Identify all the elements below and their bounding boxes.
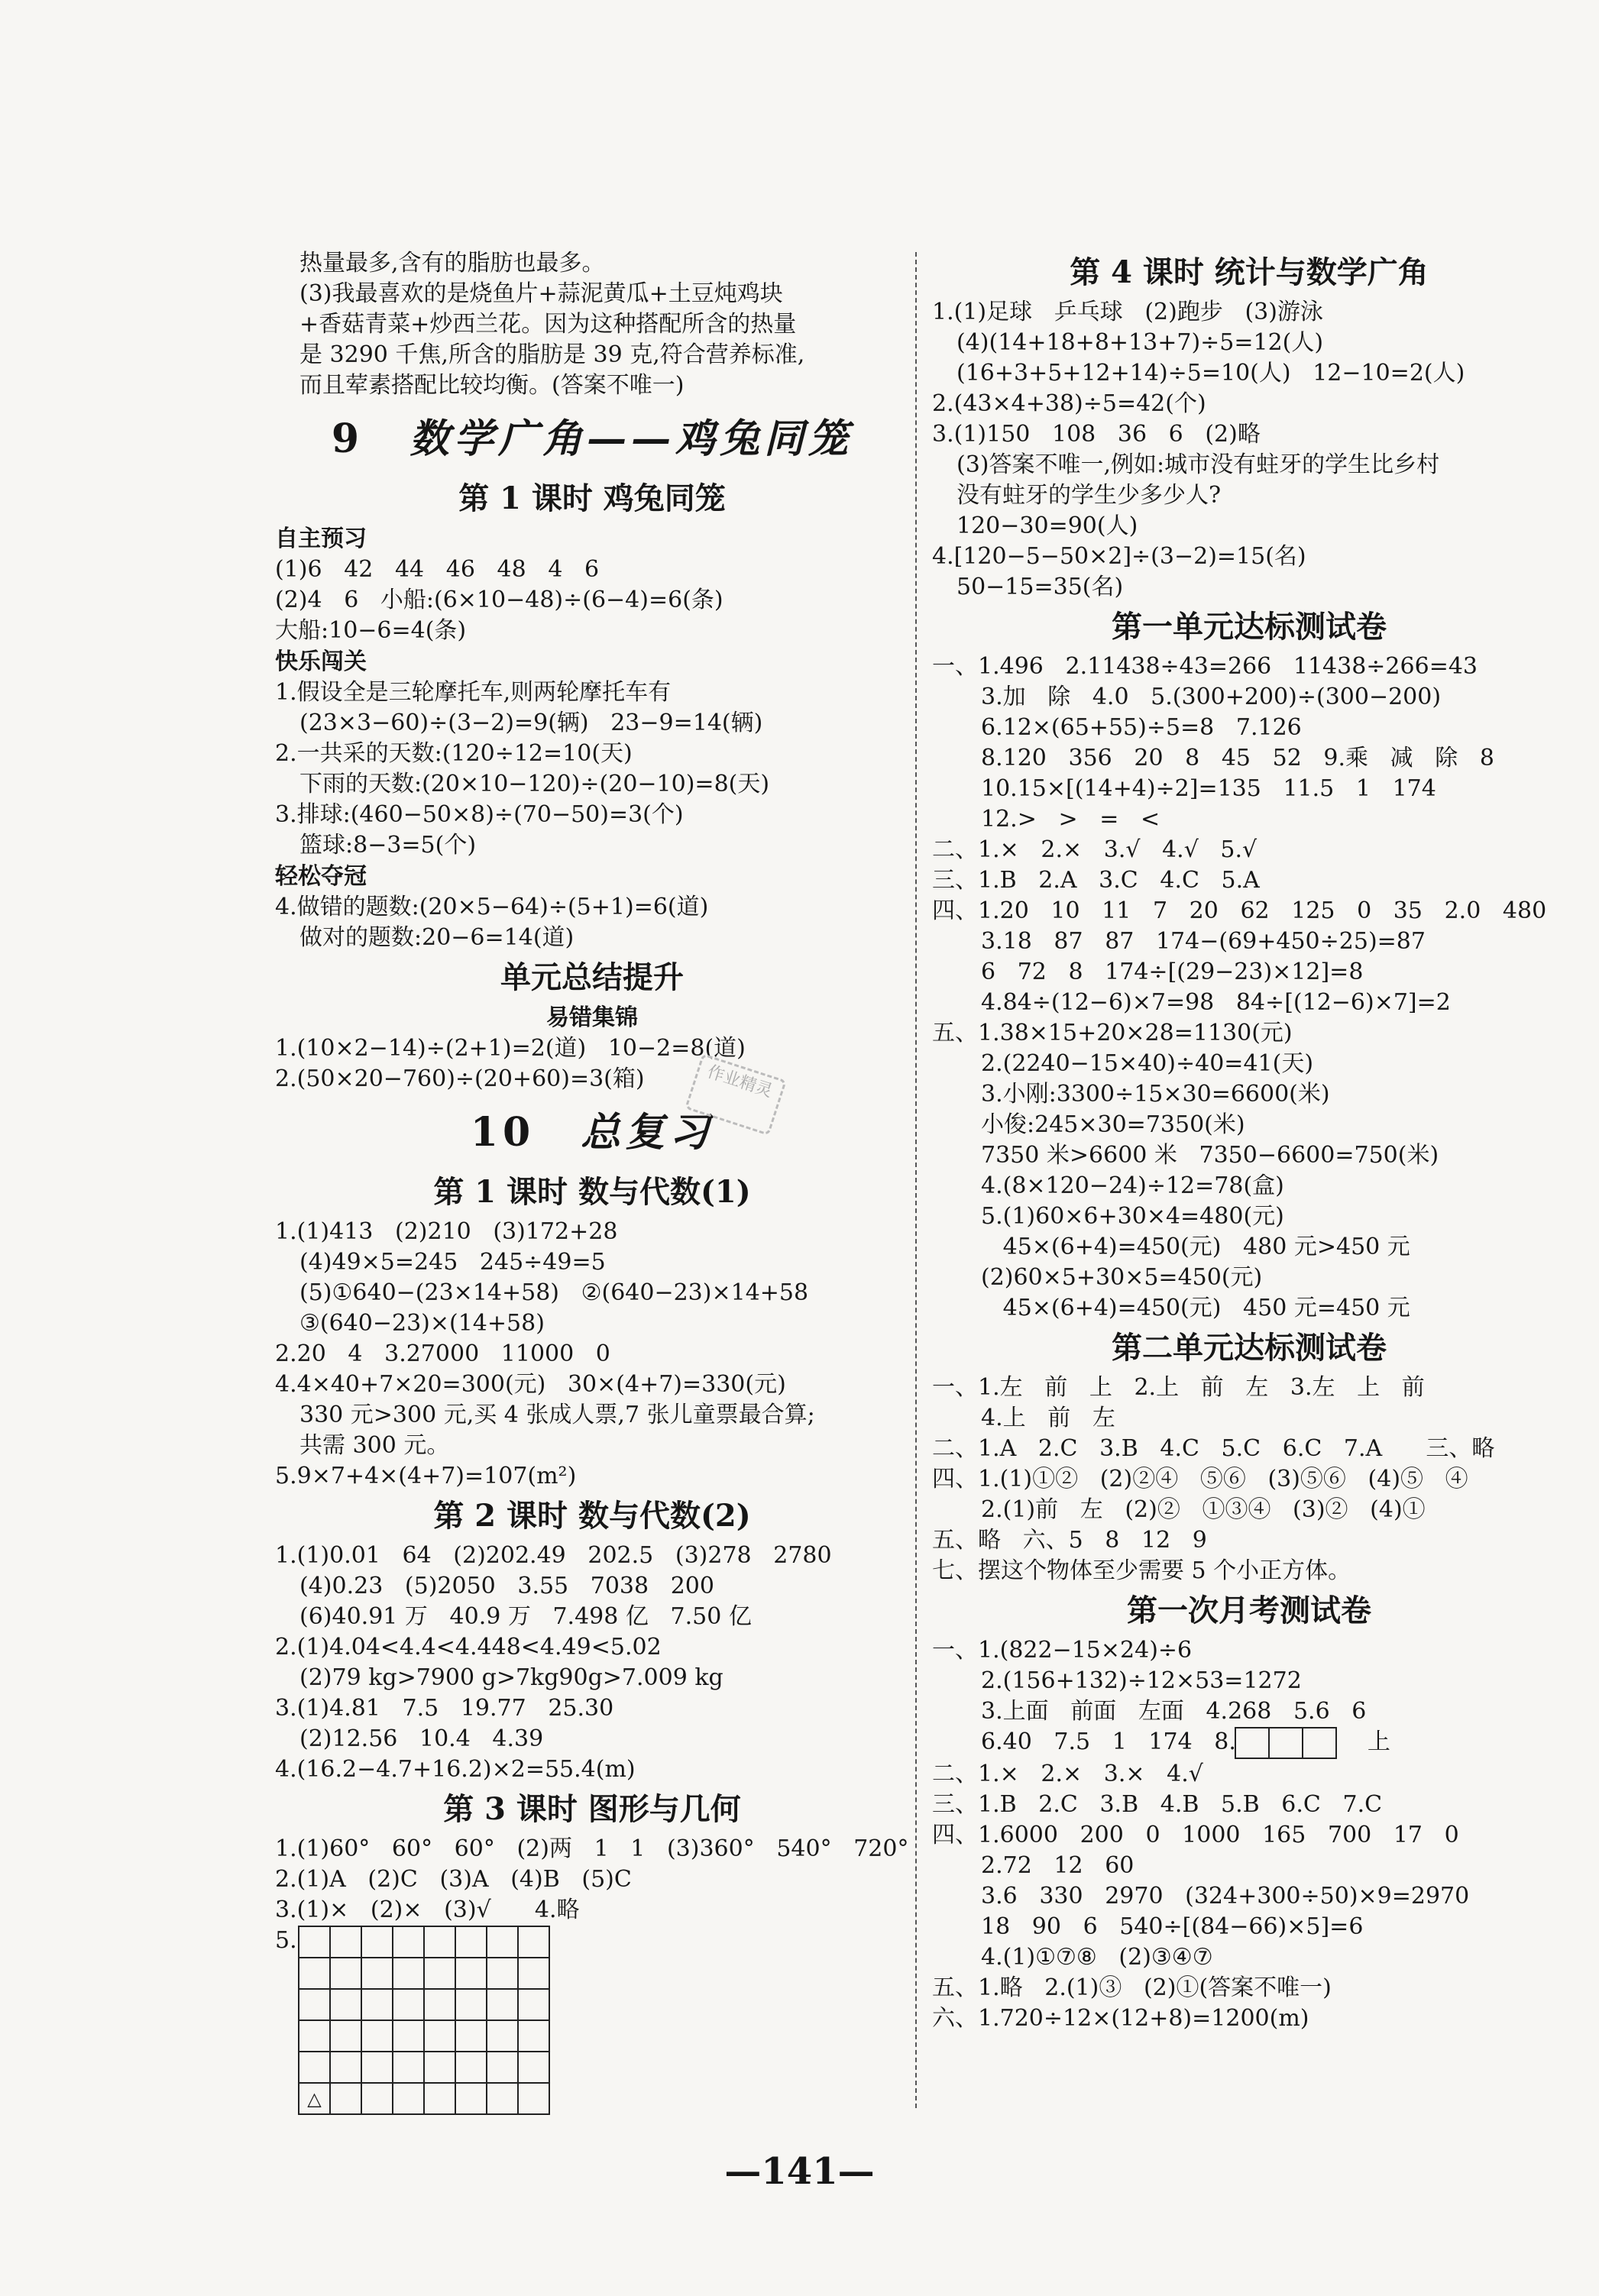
answer-line: 3.(1)150 108 36 6 (2)略 <box>932 421 1261 448</box>
section-heading: 第 4 课时 统计与数学广角 <box>1070 254 1429 290</box>
answer-line: 1.(10×2−14)÷(2+1)=2(道) 10−2=8(道) <box>275 1035 746 1062</box>
grid-cell <box>393 2052 424 2083</box>
answer-line: 热量最多,含有的脂肪也最多。 <box>299 250 605 276</box>
grid-cell <box>393 2083 424 2114</box>
grid-cell <box>393 1989 424 2020</box>
grid-cell <box>424 1958 455 1989</box>
answer-line: 1.(1)413 (2)210 (3)172+28 <box>275 1218 618 1245</box>
grid-cell <box>487 2020 518 2052</box>
answer-line: 2.(50×20−760)÷(20+60)=3(箱) <box>275 1066 645 1092</box>
answer-line: 5.9×7+4×(4+7)=107(m²) <box>275 1463 577 1489</box>
column-divider <box>915 252 917 2108</box>
answer-line: (4)(14+18+8+13+7)÷5=12(人) <box>956 329 1324 356</box>
answer-line: (2)60×5+30×5=450(元) <box>981 1264 1263 1291</box>
answer-line: 2.20 4 3.27000 11000 0 <box>275 1340 610 1367</box>
answer-line: 2.(2240−15×40)÷40=41(天) <box>981 1050 1314 1077</box>
grid-cell <box>299 1926 330 1958</box>
answer-line: 3.6 330 2970 (324+300÷50)×9=2970 <box>981 1883 1470 1910</box>
grid-cell <box>330 1926 361 1958</box>
answer-line: 共需 300 元。 <box>299 1432 450 1459</box>
answer-line: 4.4×40+7×20=300(元) 30×(4+7)=330(元) <box>275 1371 786 1398</box>
answer-text: 6.40 7.5 1 174 8. <box>981 1728 1236 1755</box>
section-heading: 第 1 课时 鸡兔同笼 <box>458 480 726 516</box>
figure-box <box>1235 1727 1270 1759</box>
answer-line: 七、摆这个物体至少需要 5 个小正方体。 <box>932 1557 1351 1584</box>
answer-line: 一、1.左 前 上 2.上 前 左 3.左 上 前 <box>932 1374 1425 1401</box>
grid-cell <box>518 2020 549 2052</box>
grid-cell <box>518 1989 549 2020</box>
grid-cell <box>518 2083 549 2114</box>
grid-cell <box>518 2052 549 2083</box>
answer-line: +香菇青菜+炒西兰花。因为这种搭配所含的热量 <box>299 311 797 338</box>
page-number: —141— <box>724 2150 875 2193</box>
right-column <box>932 248 1566 2034</box>
answer-line: 1.(1)足球 乒乓球 (2)跑步 (3)游泳 <box>932 299 1323 325</box>
grid-cell <box>299 1989 330 2020</box>
grid-cell <box>455 1958 487 1989</box>
answer-line: 3.上面 前面 左面 4.268 5.6 6 <box>981 1698 1367 1725</box>
answer-line: (3)我最喜欢的是烧鱼片+蒜泥黄瓜+土豆炖鸡块 <box>299 280 783 307</box>
answer-line: 7350 米>6600 米 7350−6600=750(米) <box>981 1142 1439 1169</box>
answer-line: 3.小刚:3300÷15×30=6600(米) <box>981 1081 1330 1108</box>
answer-line: 1.假设全是三轮摩托车,则两轮摩托车有 <box>275 679 672 706</box>
answer-line: (2)12.56 10.4 4.39 <box>299 1725 544 1752</box>
grid-cell <box>487 1926 518 1958</box>
answer-line: 2.(1)A (2)C (3)A (4)B (5)C <box>275 1866 632 1893</box>
answer-line: 做对的题数:20−6=14(道) <box>299 924 575 951</box>
answer-line: 50−15=35(名) <box>956 574 1124 600</box>
answer-line: 2.(43×4+38)÷5=42(个) <box>932 390 1206 417</box>
answer-line: 六、1.720÷12×(12+8)=1200(m) <box>932 2005 1309 2032</box>
answer-line: 12.> > = < <box>981 806 1160 833</box>
answer-line: 10.15×[(14+4)÷2]=135 11.5 1 174 <box>981 775 1436 802</box>
answer-line: 一、1.496 2.11438÷43=266 11438÷266=43 <box>932 653 1478 680</box>
subsection-label: 轻松夺冠 <box>275 863 367 890</box>
answer-line <box>932 1727 1566 1759</box>
grid-cell <box>330 1958 361 1989</box>
grid-cell <box>455 2020 487 2052</box>
answer-line: 4.[120−5−50×2]÷(3−2)=15(名) <box>932 543 1306 570</box>
answer-line: (6)40.91 万 40.9 万 7.498 亿 7.50 亿 <box>299 1603 752 1630</box>
answer-line: 4.做错的题数:(20×5−64)÷(5+1)=6(道) <box>275 894 709 920</box>
answer-line: (2)4 6 小船:(6×10−48)÷(6−4)=6(条) <box>275 587 723 613</box>
answer-line: 1.(1)60° 60° 60° (2)两 1 1 (3)360° 540° 720° <box>275 1835 909 1862</box>
answer-line: 二、1.A 2.C 3.B 4.C 5.C 6.C 7.A 三、略 <box>932 1435 1495 1462</box>
answer-line: 45×(6+4)=450(元) 480 元>450 元 <box>981 1234 1410 1260</box>
grid-cell <box>361 2083 393 2114</box>
grid-cell <box>424 1989 455 2020</box>
answer-line: 而且荤素搭配比较均衡。(答案不唯一) <box>299 372 685 399</box>
answer-line: 是 3290 千焦,所含的脂肪是 39 克,符合营养标准, <box>299 341 805 368</box>
question-label: 5. <box>275 1927 297 1954</box>
answer-text: 上 <box>1367 1728 1390 1755</box>
answer-line: 2.(1)前 左 (2)② ①③④ (3)② (4)① <box>981 1496 1426 1523</box>
answer-line: 1.(1)0.01 64 (2)202.49 202.5 (3)278 2780 <box>275 1542 832 1569</box>
three-box-figure <box>1236 1727 1337 1759</box>
answer-line: 没有蛀牙的学生少多少人? <box>956 482 1222 509</box>
answer-line: 五、1.略 2.(1)③ (2)①(答案不唯一) <box>932 1974 1332 2001</box>
answer-line: (3)答案不唯一,例如:城市没有蛀牙的学生比乡村 <box>956 451 1440 478</box>
answer-line: 四、1.6000 200 0 1000 165 700 17 0 <box>932 1822 1459 1848</box>
subsection-label: 自主预习 <box>275 525 367 552</box>
grid-cell <box>487 2083 518 2114</box>
answer-line: 8.120 356 20 8 45 52 9.乘 减 除 8 <box>981 745 1494 771</box>
answer-line: 6 72 8 174÷[(29−23)×12]=8 <box>981 959 1364 985</box>
section-heading: 第一次月考测试卷 <box>1127 1593 1371 1628</box>
answer-line: 4.(1)①⑦⑧ (2)③④⑦ <box>981 1944 1213 1971</box>
grid-cell <box>393 1926 424 1958</box>
section-heading: 第 3 课时 图形与几何 <box>443 1791 741 1827</box>
grid-cell <box>518 1926 549 1958</box>
grid-cell <box>424 2020 455 2052</box>
unit-heading <box>275 409 909 470</box>
answer-line: 大船:10−6=4(条) <box>275 617 467 644</box>
answer-line: 小俊:245×30=7350(米) <box>981 1111 1245 1138</box>
answer-line: (1)6 42 44 46 48 4 6 <box>275 556 600 583</box>
left-column <box>275 248 909 2124</box>
grid-cell <box>455 1926 487 1958</box>
grid-answer <box>275 1926 909 2124</box>
figure-box <box>1268 1727 1303 1759</box>
answer-line: 2.(1)4.04<4.4<4.448<4.49<5.02 <box>275 1634 662 1661</box>
answer-line: 5.(1)60×6+30×4=480(元) <box>981 1203 1284 1230</box>
unit-title: 数学广角——鸡兔同笼 <box>409 416 853 462</box>
answer-line: (5)①640−(23×14+58) ②(640−23)×14+58 <box>299 1279 809 1306</box>
answer-line: 4.(8×120−24)÷12=78(盒) <box>981 1172 1284 1199</box>
answer-line: 3.18 87 87 174−(69+450÷25)=87 <box>981 928 1426 955</box>
answer-line: 四、1.20 10 11 7 20 62 125 0 35 2.0 480 <box>932 897 1547 924</box>
grid-cell <box>455 1989 487 2020</box>
answer-line: 4.84÷(12−6)×7=98 84÷[(12−6)×7]=2 <box>981 989 1451 1016</box>
grid-cell: △ <box>299 2083 330 2114</box>
figure-box <box>1302 1727 1337 1759</box>
answer-line: 18 90 6 540÷[(84−66)×5]=6 <box>981 1913 1364 1940</box>
unit-number: 10 <box>470 1109 536 1156</box>
section-heading: 第二单元达标测试卷 <box>1112 1330 1387 1366</box>
grid-cell <box>299 2052 330 2083</box>
grid-cell <box>299 1958 330 1989</box>
answer-line: (2)79 kg>7900 g>7kg90g>7.009 kg <box>299 1664 723 1691</box>
answer-line: 一、1.(822−15×24)÷6 <box>932 1637 1193 1664</box>
grid-cell <box>361 1958 393 1989</box>
grid-cell <box>361 2020 393 2052</box>
section-heading: 单元总结提升 <box>500 959 684 995</box>
answer-line: (4)49×5=245 245÷49=5 <box>299 1249 606 1276</box>
grid-cell <box>330 2052 361 2083</box>
grid-cell <box>330 2083 361 2114</box>
answer-line: 二、1.× 2.× 3.√ 4.√ 5.√ <box>932 836 1258 863</box>
watermark-text: 作业精灵 <box>704 1062 775 1101</box>
subsection-label: 易错集锦 <box>546 1004 638 1031</box>
grid-cell <box>330 1989 361 2020</box>
answer-line: 4.(16.2−4.7+16.2)×2=55.4(m) <box>275 1756 636 1783</box>
answer-line: 三、1.B 2.C 3.B 4.B 5.B 6.C 7.C <box>932 1791 1383 1818</box>
answer-line: 330 元>300 元,买 4 张成人票,7 张儿童票最合算; <box>299 1402 815 1428</box>
answer-line: 6.12×(65+55)÷5=8 7.126 <box>981 714 1302 741</box>
grid-cell <box>393 1958 424 1989</box>
unit-number: 9 <box>331 416 364 462</box>
answer-line: 3.加 除 4.0 5.(300+200)÷(300−200) <box>981 684 1442 710</box>
answer-line: 2.一共采的天数:(120÷12=10(天) <box>275 740 633 767</box>
answer-line: 3.排球:(460−50×8)÷(70−50)=3(个) <box>275 801 684 828</box>
answer-line: 4.上 前 左 <box>981 1405 1115 1431</box>
answer-line: ③(640−23)×(14+58) <box>299 1310 545 1337</box>
subsection-label: 快乐闯关 <box>275 648 367 675</box>
answer-line: 篮球:8−3=5(个) <box>299 832 477 859</box>
grid-cell <box>487 1958 518 1989</box>
section-heading: 第 1 课时 数与代数(1) <box>433 1174 751 1210</box>
unit-title: 总复习 <box>581 1109 714 1156</box>
answer-line: 120−30=90(人) <box>956 513 1138 539</box>
answer-line: 3.(1)× (2)× (3)√ 4.略 <box>275 1897 580 1923</box>
section-heading: 第 2 课时 数与代数(2) <box>433 1498 751 1534</box>
answer-line: (4)0.23 (5)2050 3.55 7038 200 <box>299 1573 714 1599</box>
grid-cell <box>487 1989 518 2020</box>
answer-line: 2.(156+132)÷12×53=1272 <box>981 1667 1302 1694</box>
answer-line: 下雨的天数:(20×10−120)÷(20−10)=8(天) <box>299 771 770 797</box>
grid-cell <box>424 2052 455 2083</box>
grid-cell <box>361 1989 393 2020</box>
answer-line: 五、1.38×15+20×28=1130(元) <box>932 1020 1293 1046</box>
grid-cell <box>518 1958 549 1989</box>
answer-line: 2.72 12 60 <box>981 1852 1135 1879</box>
unit-heading <box>275 1102 909 1163</box>
answer-grid <box>298 1926 550 2117</box>
answer-line: (23×3−60)÷(3−2)=9(辆) 23−9=14(辆) <box>299 710 763 736</box>
answer-line: (16+3+5+12+14)÷5=10(人) 12−10=2(人) <box>956 360 1465 386</box>
grid-cell <box>361 2052 393 2083</box>
grid-cell <box>330 2020 361 2052</box>
answer-line: 五、略 六、5 8 12 9 <box>932 1527 1207 1554</box>
grid-cell <box>299 2020 330 2052</box>
grid-cell <box>487 2052 518 2083</box>
grid-cell <box>455 2083 487 2114</box>
grid-cell <box>393 2020 424 2052</box>
answer-line: 四、1.(1)①② (2)②④ ⑤⑥ (3)⑤⑥ (4)⑤ ④ <box>932 1466 1468 1492</box>
answer-line: 二、1.× 2.× 3.× 4.√ <box>932 1761 1203 1787</box>
answer-line: 三、1.B 2.A 3.C 4.C 5.A <box>932 867 1260 894</box>
grid-cell <box>361 1926 393 1958</box>
answer-line: 45×(6+4)=450(元) 450 元=450 元 <box>981 1295 1410 1321</box>
grid-cell <box>424 2083 455 2114</box>
answer-line: 3.(1)4.81 7.5 19.77 25.30 <box>275 1695 614 1722</box>
section-heading: 第一单元达标测试卷 <box>1112 609 1387 645</box>
grid-cell <box>424 1926 455 1958</box>
grid-cell <box>455 2052 487 2083</box>
